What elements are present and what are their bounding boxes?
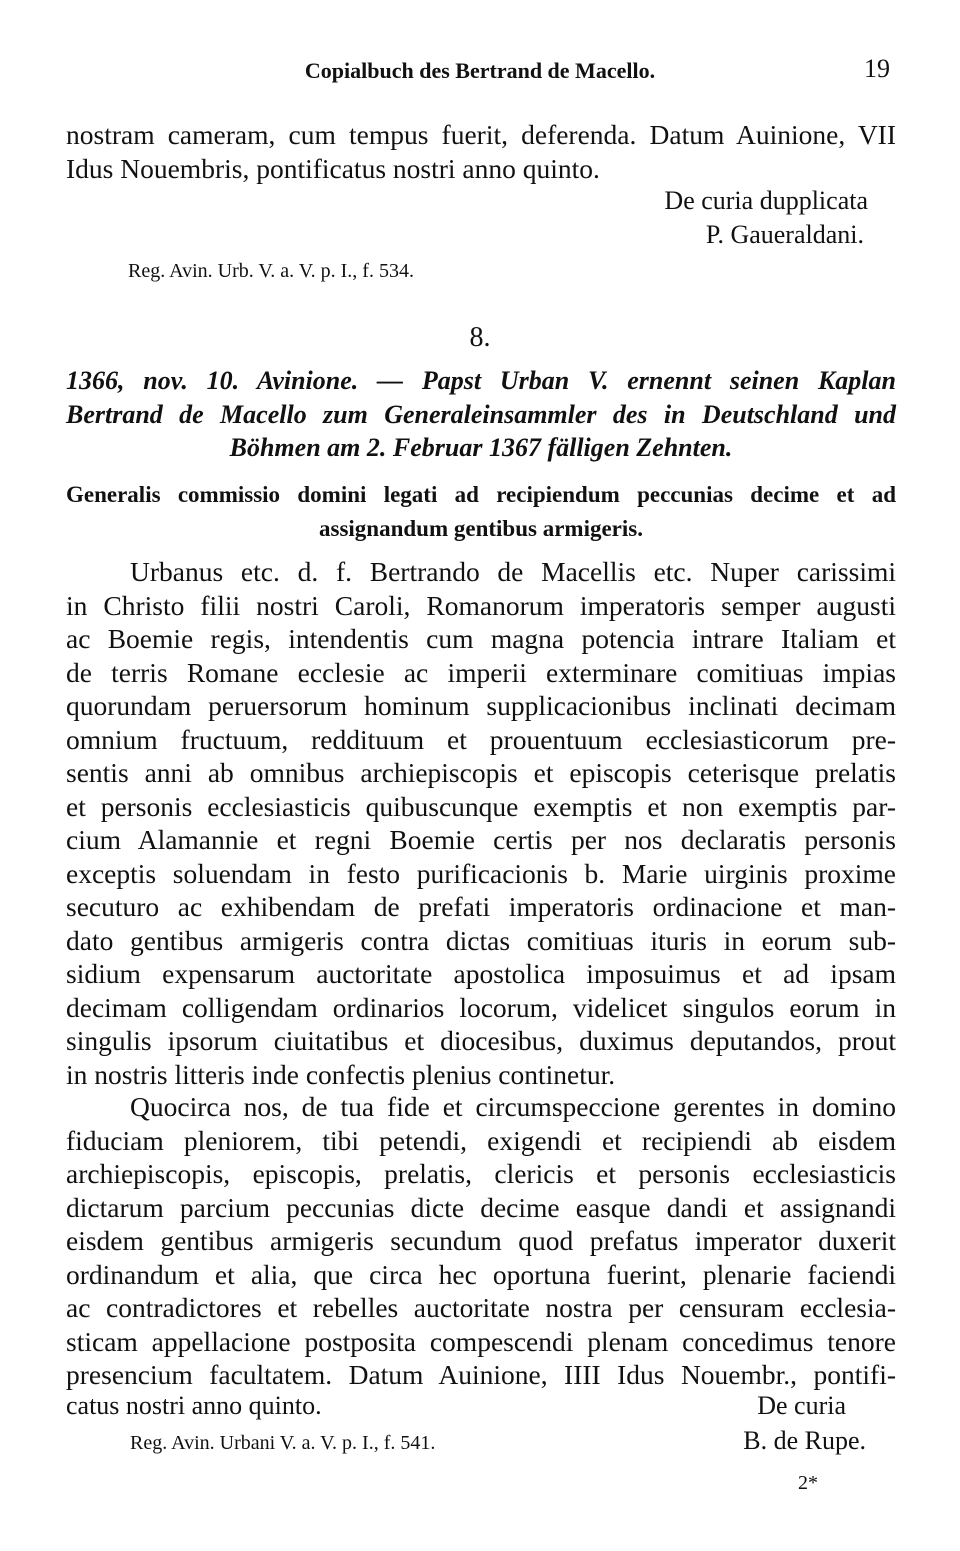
text-line: cium Alamannie et regni Boemie certis per nos declaratis personis xyxy=(66,824,896,855)
rubric-line: assignandum gentibus armigeris. xyxy=(319,516,643,541)
text-line: ac contradictores et rebelles auctoritate nostra per censuram ecclesia- xyxy=(66,1292,896,1323)
chancery-note: De curia dupplicata xyxy=(664,186,868,215)
regest-line: Böhmen am 2. Februar 1367 fälligen Zehnten. xyxy=(229,433,733,462)
register-reference: Reg. Avin. Urbani V. a. V. p. I., f. 541. xyxy=(130,1432,436,1454)
text-line: sentis anni ab omnibus archiepiscopis et episcopis ceterisque prelatis xyxy=(66,757,896,788)
text-line: singulis ipsorum ciuitatibus et diocesibus, duximus deputandos, prout xyxy=(66,1025,896,1056)
text-line: sticam appellacione postposita compescendi plenam concedimus tenore xyxy=(66,1325,896,1357)
chancery-note: B. de Rupe. xyxy=(743,1426,866,1455)
text-line: in Christo filii nostri Caroli, Romanorum imperatoris semper augusti xyxy=(66,589,896,621)
text-line: Idus Nouembris, pontificatus nostri anno quinto. xyxy=(66,152,600,184)
page-number: 19 xyxy=(864,54,890,83)
chancery-note: P. Gaueraldani. xyxy=(705,220,864,249)
chancery-note: De curia xyxy=(757,1391,846,1420)
text-line: exceptis soluendam in festo purificacionis b. Marie uirginis proxime xyxy=(66,857,896,889)
text-line: ac Boemie regis, intendentis cum magna potencia intrare Italiam et xyxy=(66,623,896,654)
register-reference: Reg. Avin. Urb. V. a. V. p. I., f. 534. xyxy=(128,260,414,282)
text-line: presencium facultatem. Datum Auinione, IIII Idus Nouembr., pontifi- xyxy=(66,1359,896,1390)
text-line: omnium fructuum, reddituum et prouentuum ecclesiasticorum pre- xyxy=(66,723,896,755)
text-line: et personis ecclesiasticis quibuscunque exemptis et non exemptis par- xyxy=(66,790,896,822)
text-line: eisdem gentibus armigeris secundum quod prefatus imperator duxerit xyxy=(66,1225,896,1256)
paragraph-1 xyxy=(66,555,896,1091)
paragraph-2 xyxy=(66,1090,896,1392)
rubric-line: Generalis commissio domini legati ad recipiendum peccunias decime et ad xyxy=(66,482,896,507)
text-line: ordinandum et alia, que circa hec oportuna fuerint, plenarie faciendi xyxy=(66,1258,896,1290)
regest-line: Bertrand de Macello zum Generaleinsammler des in Deutschland und xyxy=(66,399,896,429)
text-line: in nostris litteris inde confectis plenius continetur. xyxy=(66,1058,616,1090)
text-line: archiepiscopis, episcopis, prelatis, clericis et personis ecclesiasticis xyxy=(66,1158,896,1189)
text-line: de terris Romane ecclesie ac imperii exterminare comitiuas impias xyxy=(66,656,896,688)
rubric xyxy=(66,478,896,546)
text-line: quorundam peruersorum hominum supplicacionibus inclinati decimam xyxy=(66,690,896,721)
closing-line: catus nostri anno quinto. xyxy=(66,1391,322,1420)
text-line: sidium expensarum auctoritate apostolica imposuimus et ad ipsam xyxy=(66,958,896,989)
running-title: Copialbuch des Bertrand de Macello. xyxy=(304,58,656,83)
signature-mark: 2* xyxy=(798,1472,818,1494)
text-line: Urbanus etc. d. f. Bertrando de Macellis etc. Nuper carissimi xyxy=(130,556,896,587)
text-line: nostram cameram, cum tempus fuerit, deferenda. Datum Auinione, VII xyxy=(66,119,896,150)
text-line: Quocirca nos, de tua fide et circumspeccione gerentes in domino xyxy=(130,1091,896,1122)
running-head xyxy=(0,54,960,84)
text-line: decimam colligendam ordinarios locorum, videlicet singulos eorum in xyxy=(66,991,896,1023)
regest xyxy=(66,364,896,465)
document-number: 8. xyxy=(469,322,491,353)
regest-line: 1366, nov. 10. Avinione. — Papst Urban V. ernennt seinen Kaplan xyxy=(66,366,896,395)
text-line: dato gentibus armigeris contra dictas comitiuas ituris in eorum sub- xyxy=(66,924,896,956)
text-line: fiduciam pleniorem, tibi petendi, exigendi et recipiendi ab eisdem xyxy=(66,1124,896,1156)
text-line: dictarum parcium peccunias dicte decime easque dandi et assignandi xyxy=(66,1191,896,1223)
preceding-document-text xyxy=(66,118,896,185)
text-line: secuturo ac exhibendam de prefati imperatoris ordinacione et man- xyxy=(66,891,896,922)
